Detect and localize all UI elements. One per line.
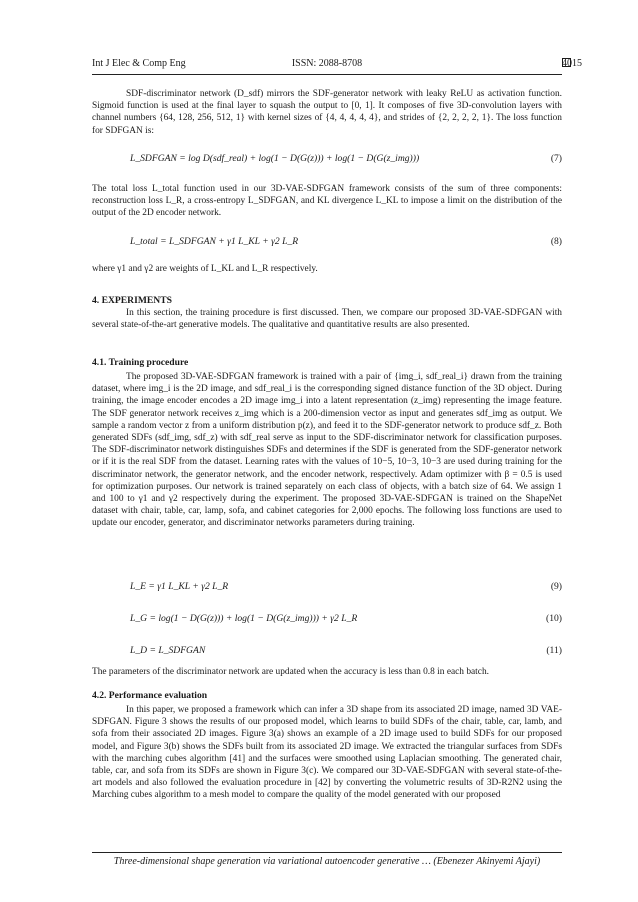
equation-text: L_E = γ1 L_KL + γ2 L_R (130, 581, 229, 592)
equation-9 (130, 581, 562, 599)
running-header (92, 58, 582, 72)
equation-text: L_D = L_SDFGAN (130, 645, 206, 656)
issn: ISSN: 2088-8708 (291, 58, 363, 69)
paragraph-text: In this section, the training procedure is first discussed. Then, we compare our proposed 3D-VAE-SDFGAN with several state-of-the-art generative models. The qualitative and quantitative results are also presented. (92, 308, 562, 331)
running-footer: Three-dimensional shape generation via variational autoencoder generative … (Ebenezer Akinyemi Ajayi) (113, 856, 541, 867)
footer-rule (92, 852, 562, 853)
paragraph-text: In this paper, we proposed a framework which can infer a 3D shape from its associated 2D image, named 3D VAE-SDFGAN. Figure 3 shows the results of our proposed model, which learns to build SDFs of the chair, table, car, lamb, and sofa from their associated 2D images. Figure 3(a) shows an example of a 2D image used to build SDFs for our proposed model, and Figure 3(b) shows the SDFs built from its associated 2D image. We extracted the triangular surfaces from SDFs with the marching cubes algorithm [41] and the surfaces were smoothed using Laplacian smoothing. The generated chair, table, car, and sofa from its SDFs are shown in Figure 3(c). We compared our 3D-VAE-SDFGAN with several state-of-the-art models and also followed the evaluation procedure in [42] by converting the volumetric results of 3D-R2N2 using the Marching cubes algorithm to a mesh model to compare the quality of the model generated with our proposed (92, 705, 562, 801)
equation-7 (130, 153, 562, 171)
paragraph-text: SDF-discriminator network (D_sdf) mirrors the SDF-generator network with leaky ReLU as activation function. Sigmoid function is used at the final layer to squash the output to [0, 1]. It composes of five 3D-convolution layers with channel numbers {64, 128, 256, 512, 1} with kernel sizes of {4, 4, 4, 4, 4}, and strides of {2, 2, 2, 2, 1}. The loss function for SDFGAN is: (92, 89, 562, 136)
equation-number: (10) (546, 613, 562, 624)
equation-8 (130, 236, 562, 254)
paragraph-text: The total loss L_total function used in our 3D-VAE-SDFGAN framework consists of the sum of three components: reconstruction loss L_R, a cross-entropy L_SDFGAN, and KL divergence L_KL to impose a limit on the distribution of the output of the 2D encoder network. (92, 184, 562, 219)
equation-text: L_total = L_SDFGAN + γ1 L_KL + γ2 L_R (130, 236, 299, 247)
equation-text: L_G = log(1 − D(G(z))) + log(1 − D(G(z_img))) + γ2 L_R (130, 613, 358, 624)
equation-number: (9) (550, 581, 562, 592)
paragraph-text: The proposed 3D-VAE-SDFGAN framework is trained with a pair of {img_i, sdf_real_i} drawn from the training dataset, where img_i is the 2D image, and sdf_real_i is the corresponding signed distance function of the 3D object. During training, the image encoder encodes a 2D image img_i into a latent representation (z_img) representing the image feature. The SDF generator network receives z_img which is a 200-dimension vector as input and generates sdf_img as output. We sample a random vector z from a uniform distribution p(z), and feed it to the SDF-generator network to produce sdf_z. Both generated SDFs (sdf_img, sdf_z) with sdf_real serve as input to the SDF-discriminator network for classification purposes. The SDF-discriminator network distinguishes SDFs and determines if the SDF is generated from the SDF-generator network or if it is the real SDF from the dataset. Learning rates with the values of 10−5, 10−3, 10−3 are used during training for the discriminator network, the generator network, and the encoder network, respectively. Adam optimizer with β = 0.5 is used for optimization purposes. Our network is trained separately on each class of objects, with a batch size of 64. We assign 1 and 100 to γ1 and γ2 respectively during the experiment. The proposed 3D-VAE-SDFGAN is trained on the ShapeNet dataset with chair, table, car, lamp, sofa, and cabinet categories for 2,000 epochs. The following loss functions are used to update our encoder, generator, and discriminator networks parameters during training. (92, 372, 562, 529)
equation-10 (130, 613, 562, 631)
equation-number: (11) (546, 645, 562, 656)
paragraph-2 (92, 183, 562, 220)
header-rule (92, 74, 562, 75)
paragraph-text: where γ1 and γ2 are weights of L_KL and L_R respectively. (92, 264, 318, 274)
paragraph-4 (92, 307, 562, 331)
paragraph-7 (92, 704, 562, 802)
page-number: 4015 (562, 58, 582, 69)
paragraph-6 (92, 666, 562, 678)
paragraph-5 (92, 371, 562, 530)
section-heading-4: 4. EXPERIMENTS (92, 295, 172, 306)
paragraph-3 (92, 263, 562, 275)
paragraph-1 (92, 88, 562, 137)
paragraph-text: The parameters of the discriminator network are updated when the accuracy is less than 0.8 in each batch. (92, 667, 489, 677)
section-heading-4-2: 4.2. Performance evaluation (92, 690, 208, 701)
equation-text: L_SDFGAN = log D(sdf_real) + log(1 − D(G(z))) + log(1 − D(G(z_img))) (130, 153, 420, 164)
section-heading-4-1: 4.1. Training procedure (92, 357, 189, 368)
equation-number: (8) (550, 236, 562, 247)
journal-name: Int J Elec & Comp Eng (92, 58, 186, 69)
equation-number: (7) (550, 153, 562, 164)
equation-11 (130, 645, 562, 663)
